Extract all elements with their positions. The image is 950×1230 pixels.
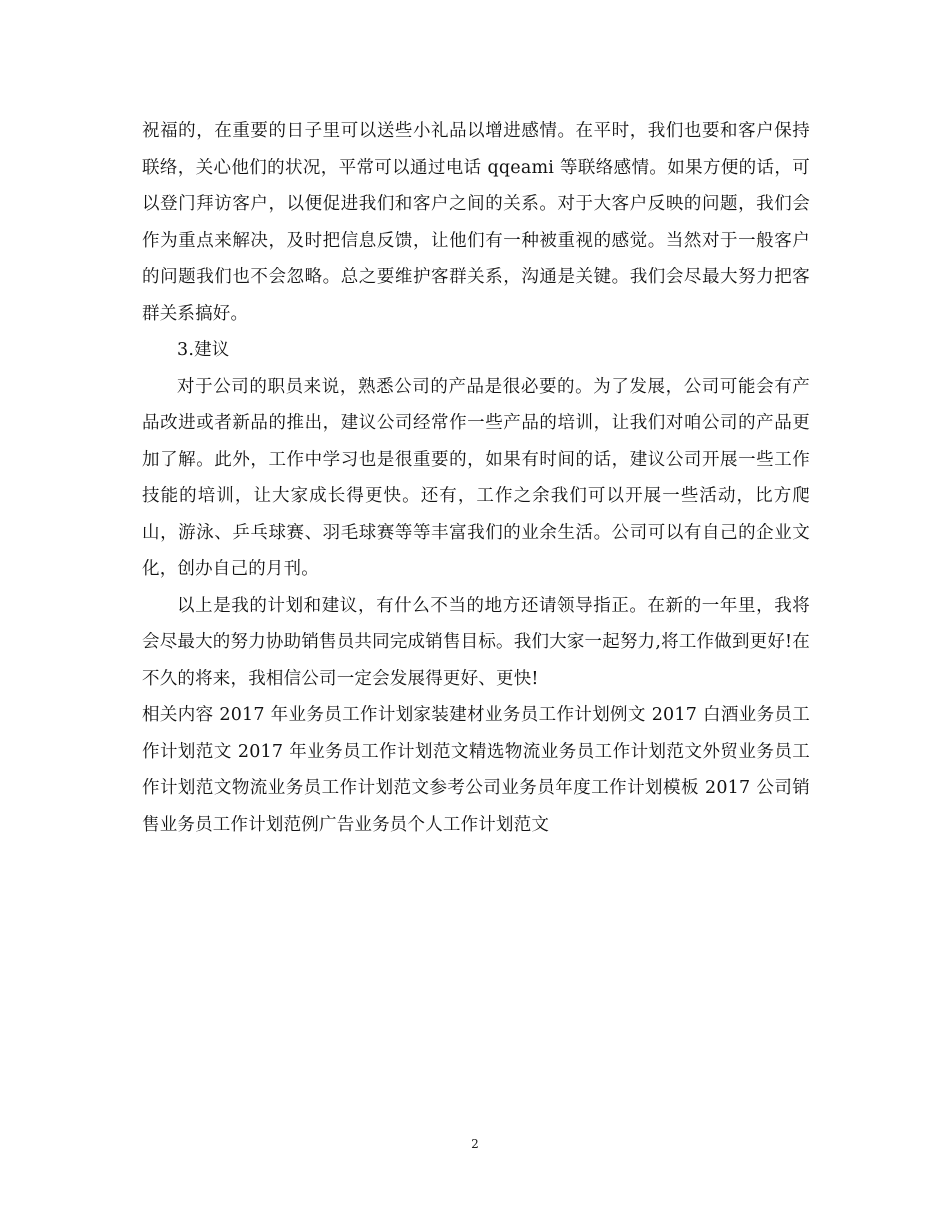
paragraph-suggestions: 对于公司的职员来说，熟悉公司的产品是很必要的。为了发展，公司可能会有产品改进或者新品的推出，建议公司经常作一些产品的培训，让我们对咱公司的产品更加了解。此外，工作中学习也是很重要的，如果有时间的话，建议公司开展一些工作技能的培训，让大家成长得更快。还有，工作之余我们可以开展一些活动，比方爬山，游泳、乒乓球赛、羽毛球赛等等丰富我们的业余生活。公司可以有自己的企业文化，创办自己的月刊。 <box>142 376 810 579</box>
page-number: 2 <box>471 1137 479 1151</box>
paragraph-customer-relations: 祝福的，在重要的日子里可以送些小礼品以增进感情。在平时，我们也要和客户保持联络，关心他们的状况，平常可以通过电话 qqeami 等联络感情。如果方便的话，可以登门拜访客户，以便促进我们和客户之间的关系。对于大客户反映的问题，我们会作为重点来解决，及时把信息反馈，让他们有一种被重视的感觉。当然对于一般客户的问题我们也不会忽略。总之要维护客群关系，沟通是关键。我们会尽最大努力把客群关系搞好。 <box>142 121 810 324</box>
paragraph-conclusion: 以上是我的计划和建议，有什么不当的地方还请领导指正。在新的一年里，我将会尽最大的努力协助销售员共同完成销售目标。我们大家一起努力,将工作做到更好!在不久的将来，我相信公司一定会发展得更好、更快! <box>142 595 810 689</box>
document-body <box>142 113 810 843</box>
related-content: 相关内容 2017 年业务员工作计划家装建材业务员工作计划例文 2017 白酒业务员工作计划范文 2017 年业务员工作计划范文精选物流业务员工作计划范文外贸业务员工作计划范文物流业务员工作计划范文参考公司业务员年度工作计划模板 2017 公司销售业务员工作计划范例广告业务员个人工作计划范文 <box>142 705 810 835</box>
section-heading-suggestions: 3.建议 <box>177 340 230 360</box>
